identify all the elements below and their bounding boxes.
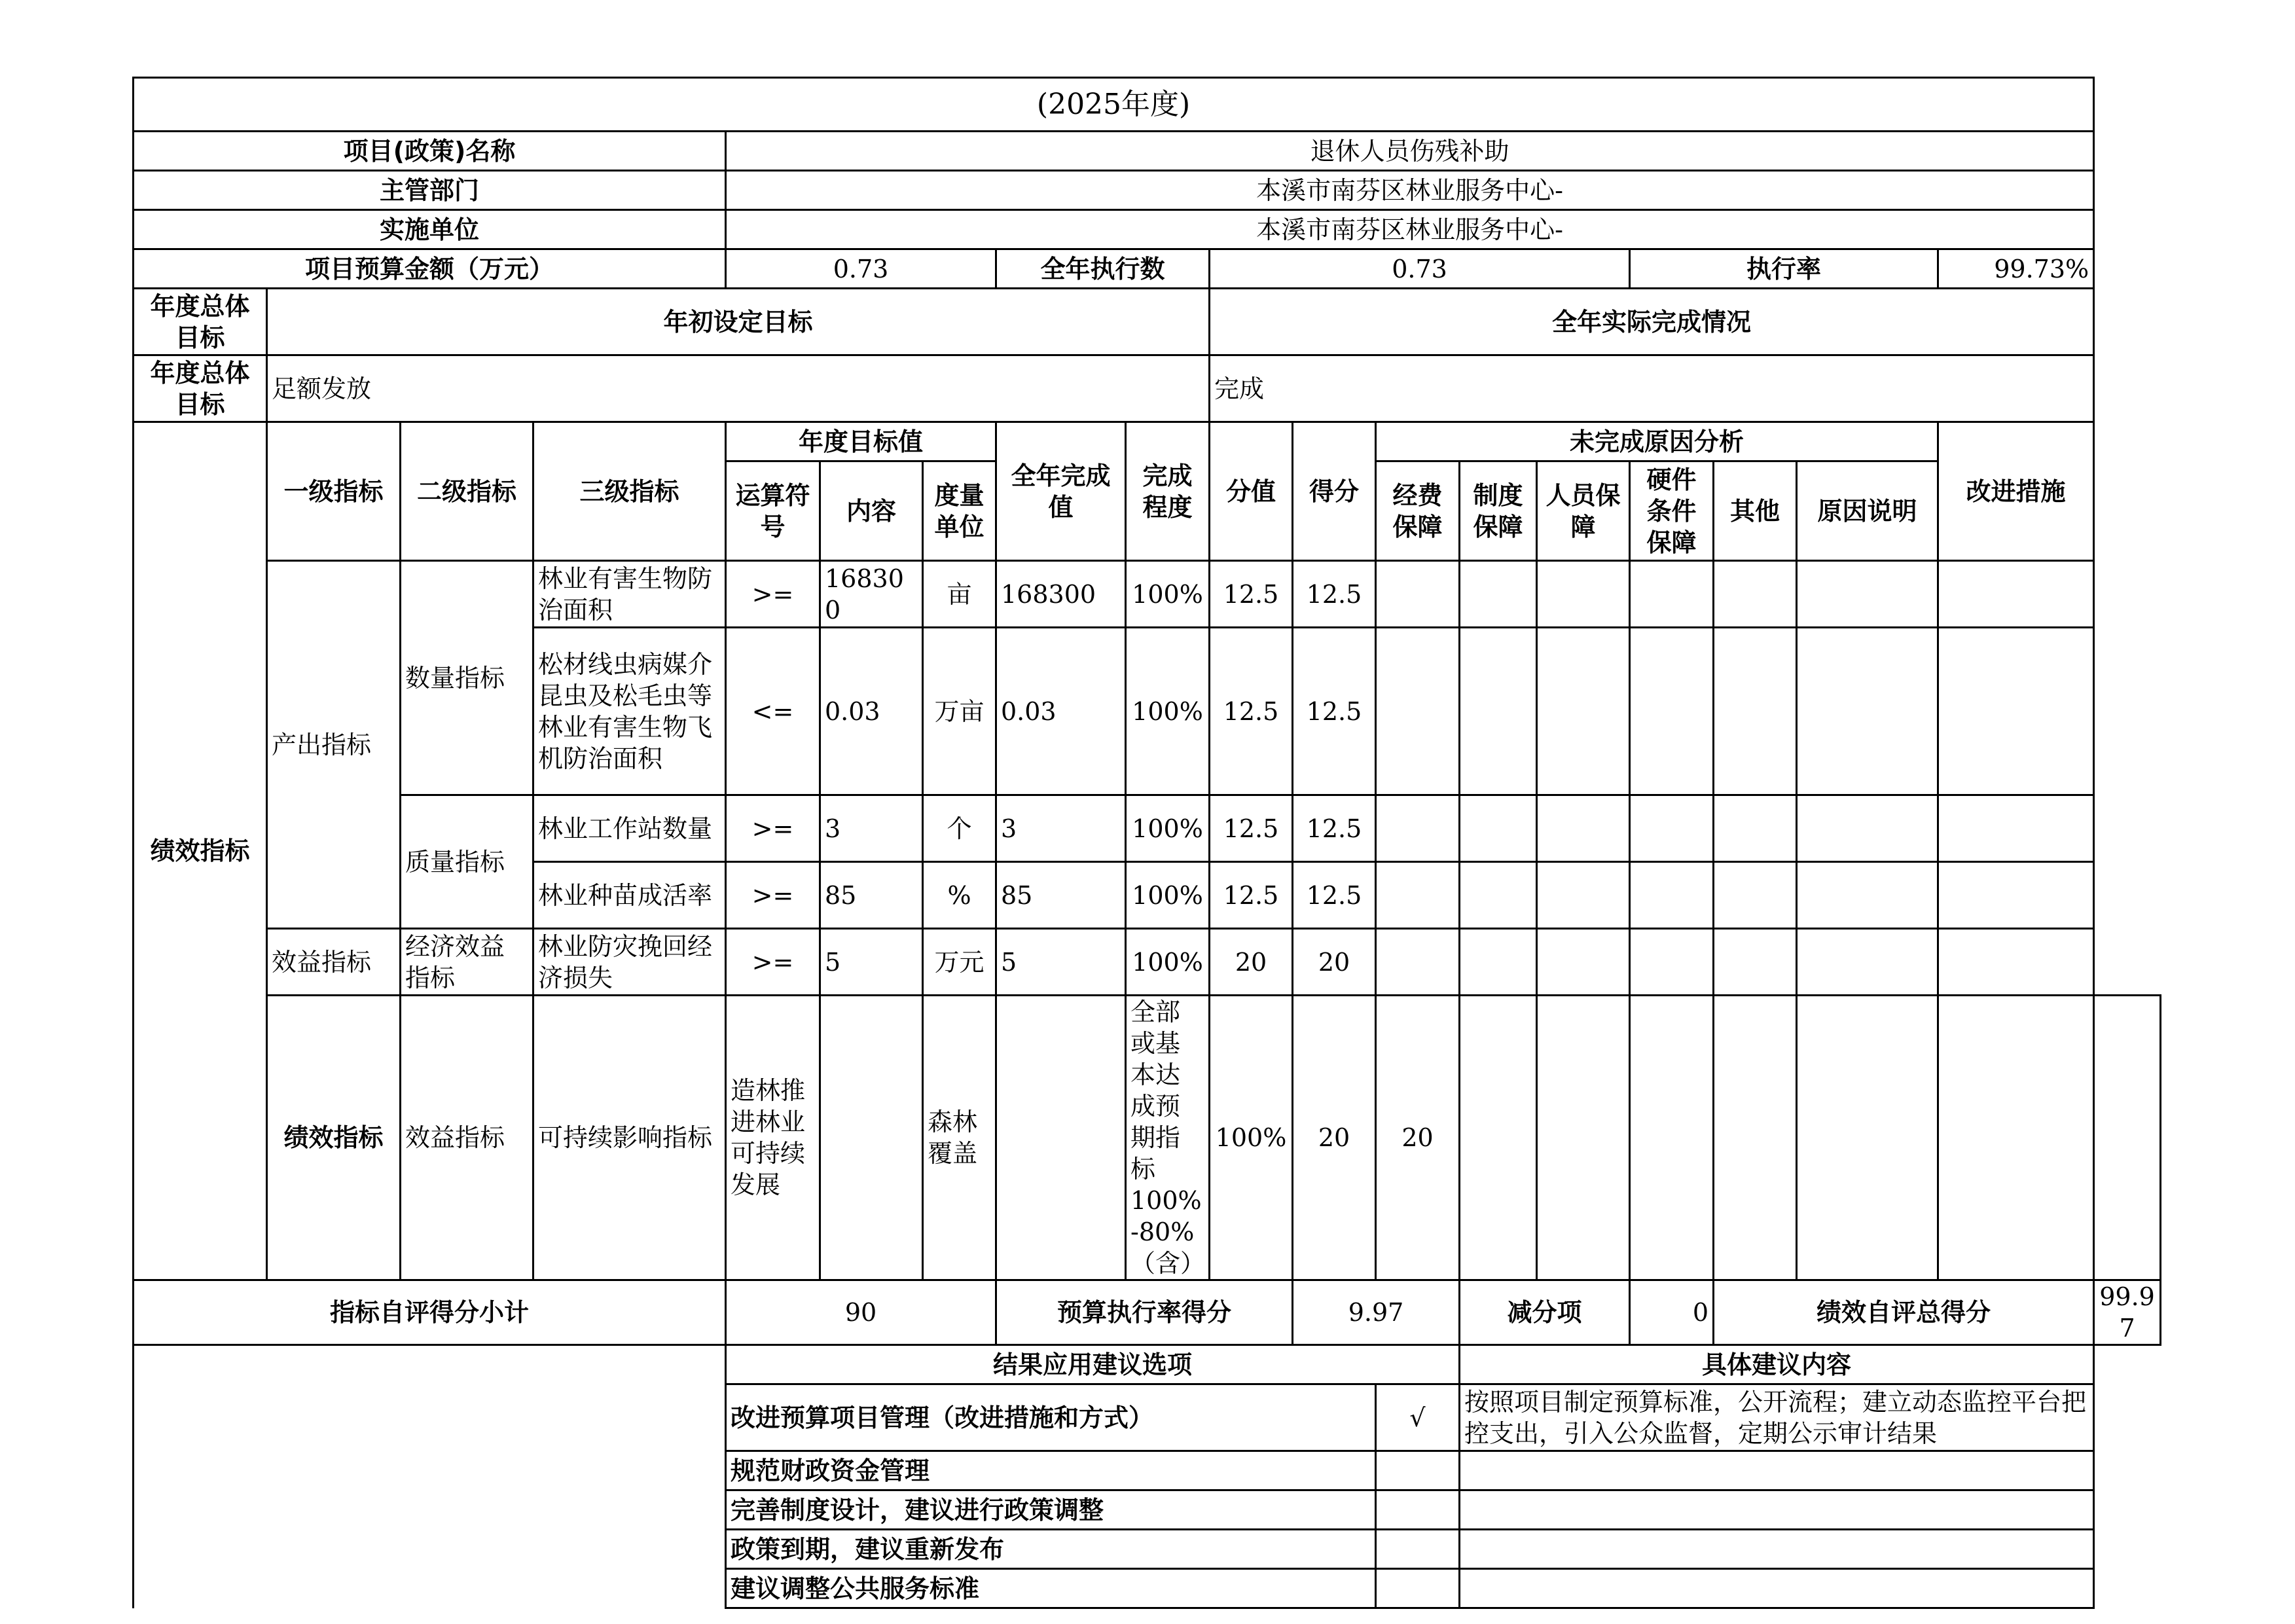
reason-cell: [1376, 628, 1460, 795]
indicator-target: 85: [820, 862, 923, 929]
indicator-actual: 168300: [996, 561, 1126, 628]
reason-other-header: 其他: [1714, 461, 1797, 561]
initial-target-value: 足额发放: [267, 355, 1210, 422]
execution-rate-value: 99.73%: [1938, 249, 2094, 289]
subtotal-value: 90: [726, 1280, 996, 1345]
indicator-unit: 个: [923, 795, 996, 862]
indicator-actual: 0.03: [996, 628, 1126, 795]
suggestion-content: [1460, 1490, 2094, 1530]
reason-cell: [1537, 929, 1630, 996]
subcategory-sustainability: 可持续影响指标: [533, 996, 726, 1280]
suggestion-option: 规范财政资金管理: [726, 1451, 1376, 1490]
evaluation-table: [132, 77, 2161, 1609]
content-header: 内容: [820, 461, 923, 561]
reason-cell: [1797, 628, 1938, 795]
project-name-label: 项目(政策)名称: [134, 132, 726, 171]
implementing-unit-label: 实施单位: [134, 210, 726, 249]
indicator-name: 松材线虫病媒介昆虫及松毛虫等林业有害生物飞机防治面积: [533, 628, 726, 795]
reason-cell: [1797, 929, 1938, 996]
reason-cell: [1714, 996, 1797, 1280]
indicator-actual: 3: [996, 795, 1126, 862]
indicator-got: 12.5: [1293, 795, 1376, 862]
reason-cell: [1630, 862, 1714, 929]
reason-cell: [1537, 795, 1630, 862]
annual-execution-label: 全年执行数: [996, 249, 1210, 289]
reason-staff-header: 人员保障: [1537, 461, 1630, 561]
indicator-target: 0.03: [820, 628, 923, 795]
indicator-unit: [996, 996, 1126, 1280]
suggestion-option: 建议调整公共服务标准: [726, 1569, 1376, 1608]
department-label: 主管部门: [134, 171, 726, 210]
level2-header: 二级指标: [401, 422, 533, 561]
reason-cell: [1797, 862, 1938, 929]
reason-cell: [1376, 929, 1460, 996]
indicator-operator: >=: [726, 561, 820, 628]
implementing-unit-value: 本溪市南芬区林业服务中心-: [726, 210, 2094, 249]
reason-cell: [1714, 862, 1797, 929]
reason-cell: [1797, 795, 1938, 862]
level1-header: 一级指标: [267, 422, 401, 561]
target-value-header: 年度目标值: [726, 422, 996, 461]
operator-header: 运算符号: [726, 461, 820, 561]
reason-cell: [1714, 628, 1797, 795]
indicator-got: 12.5: [1293, 628, 1376, 795]
indicator-unit: %: [923, 862, 996, 929]
reason-cell: [1714, 929, 1797, 996]
reason-explanation-header: 原因说明: [1797, 461, 1938, 561]
reason-system-header: 制度保障: [1460, 461, 1537, 561]
indicator-name: 造林推进林业可持续发展: [726, 996, 820, 1280]
indicator-degree: 100%: [1126, 628, 1210, 795]
indicator-got: 20: [1293, 929, 1376, 996]
subtotal-label: 指标自评得分小计: [134, 1280, 726, 1345]
improvement-cell: [1938, 929, 2094, 996]
suggestion-content: 按照项目制定预算标准，公开流程；建立动态监控平台把控支出，引入公众监督，定期公示审计结果: [1460, 1384, 2094, 1451]
reason-cell: [1460, 862, 1537, 929]
budget-score-value: 9.97: [1293, 1280, 1460, 1345]
indicator-operator: >=: [726, 929, 820, 996]
unfinished-reason-header: 未完成原因分析: [1376, 422, 1938, 461]
indicator-got: 12.5: [1293, 862, 1376, 929]
reason-funding-header: 经费保障: [1376, 461, 1460, 561]
performance-indicators-group-label: 绩效指标: [134, 422, 267, 1280]
indicator-target: 168300: [820, 561, 923, 628]
reason-hardware-header: 硬件条件保障: [1630, 461, 1714, 561]
indicator-name: 林业防灾挽回经济损失: [533, 929, 726, 996]
suggestion-side-blank: [134, 1345, 726, 1608]
reason-cell: [1797, 561, 1938, 628]
indicator-unit: 亩: [923, 561, 996, 628]
unit-header: 度量单位: [923, 461, 996, 561]
annual-execution-value: 0.73: [1210, 249, 1630, 289]
reason-cell: [1714, 561, 1797, 628]
indicator-actual: 全部或基本达成预期指标100%-80%（含）: [1126, 996, 1210, 1280]
indicator-name: 林业工作站数量: [533, 795, 726, 862]
reason-cell: [1376, 795, 1460, 862]
level3-header: 三级指标: [533, 422, 726, 561]
indicator-actual: 85: [996, 862, 1126, 929]
actual-completion-value: 完成: [1210, 355, 2094, 422]
indicator-operator: >=: [726, 862, 820, 929]
reason-cell: [1537, 561, 1630, 628]
improvement-cell: [2094, 996, 2161, 1280]
reason-cell: [1537, 996, 1630, 1280]
subcategory-quality: 质量指标: [401, 795, 533, 929]
reason-cell: [1376, 561, 1460, 628]
reason-cell: [1376, 862, 1460, 929]
suggestion-content-header: 具体建议内容: [1460, 1345, 2094, 1384]
actual-completion-header: 全年实际完成情况: [1210, 289, 2094, 355]
category-benefit: 效益指标: [267, 929, 401, 996]
suggestion-option: 完善制度设计，建议进行政策调整: [726, 1490, 1376, 1530]
budget-score-label: 预算执行率得分: [996, 1280, 1293, 1345]
suggestion-options-header: 结果应用建议选项: [726, 1345, 1460, 1384]
indicator-unit: 万元: [923, 929, 996, 996]
indicator-degree: 100%: [1126, 561, 1210, 628]
indicator-got: 12.5: [1293, 561, 1376, 628]
indicator-degree: 100%: [1126, 929, 1210, 996]
suggestion-checkmark: √: [1376, 1384, 1460, 1451]
score-obtained-header: 得分: [1293, 422, 1376, 561]
indicator-degree: 100%: [1126, 862, 1210, 929]
deduction-label: 减分项: [1460, 1280, 1630, 1345]
budget-label: 项目预算金额（万元）: [134, 249, 726, 289]
reason-cell: [1938, 996, 2094, 1280]
department-value: 本溪市南芬区林业服务中心-: [726, 171, 2094, 210]
reason-cell: [1630, 561, 1714, 628]
indicator-score: 20: [1210, 929, 1293, 996]
suggestion-option: 改进预算项目管理（改进措施和方式）: [726, 1384, 1376, 1451]
suggestion-checkmark: [1376, 1451, 1460, 1490]
execution-rate-label: 执行率: [1630, 249, 1938, 289]
reason-cell: [1630, 929, 1714, 996]
indicator-score: 12.5: [1210, 561, 1293, 628]
improvement-cell: [1938, 628, 2094, 795]
page-title: (2025年度): [134, 78, 2094, 132]
indicator-score: 12.5: [1210, 628, 1293, 795]
reason-cell: [1460, 795, 1537, 862]
deduction-value: 0: [1630, 1280, 1714, 1345]
reason-cell: [1460, 561, 1537, 628]
reason-cell: [1460, 929, 1537, 996]
suggestion-option: 政策到期，建议重新发布: [726, 1530, 1376, 1569]
indicator-operator: <=: [726, 628, 820, 795]
indicator-score: 20: [1293, 996, 1376, 1280]
reason-cell: [1714, 795, 1797, 862]
indicator-name: 林业有害生物防治面积: [533, 561, 726, 628]
reason-cell: [1460, 996, 1537, 1280]
indicator-degree: 100%: [1126, 795, 1210, 862]
performance-indicators-group-label-2: 绩效指标: [267, 996, 401, 1280]
improvement-cell: [1938, 561, 2094, 628]
indicator-target: 3: [820, 795, 923, 862]
indicator-target: 森林覆盖: [923, 996, 996, 1280]
reason-cell: [1797, 996, 1938, 1280]
category-output: 产出指标: [267, 561, 401, 929]
reason-cell: [1460, 628, 1537, 795]
indicator-actual: 5: [996, 929, 1126, 996]
indicator-name: 林业种苗成活率: [533, 862, 726, 929]
category-benefit: 效益指标: [401, 996, 533, 1280]
reason-cell: [1630, 996, 1714, 1280]
subcategory-quantity: 数量指标: [401, 561, 533, 795]
annual-goal-label: 年度总体目标: [134, 355, 267, 422]
improvement-header: 改进措施: [1938, 422, 2094, 561]
performance-self-evaluation-sheet: [132, 77, 2161, 1603]
improvement-cell: [1938, 795, 2094, 862]
improvement-cell: [1938, 862, 2094, 929]
score-weight-header: 分值: [1210, 422, 1293, 561]
suggestion-checkmark: [1376, 1569, 1460, 1608]
initial-target-header: 年初设定目标: [267, 289, 1210, 355]
budget-value: 0.73: [726, 249, 996, 289]
reason-cell: [1630, 795, 1714, 862]
indicator-operator: [820, 996, 923, 1280]
subcategory-economic: 经济效益指标: [401, 929, 533, 996]
completion-degree-header: 完成程度: [1126, 422, 1210, 561]
reason-cell: [1537, 862, 1630, 929]
indicator-unit: 万亩: [923, 628, 996, 795]
indicator-score: 12.5: [1210, 862, 1293, 929]
suggestion-content: [1460, 1451, 2094, 1490]
suggestion-checkmark: [1376, 1530, 1460, 1569]
actual-value-header: 全年完成值: [996, 422, 1126, 561]
total-score-value: 99.97: [2094, 1280, 2161, 1345]
indicator-got: 20: [1376, 996, 1460, 1280]
total-score-label: 绩效自评总得分: [1714, 1280, 2094, 1345]
suggestion-checkmark: [1376, 1490, 1460, 1530]
indicator-operator: >=: [726, 795, 820, 862]
suggestion-content: [1460, 1569, 2094, 1608]
indicator-score: 12.5: [1210, 795, 1293, 862]
indicator-target: 5: [820, 929, 923, 996]
reason-cell: [1630, 628, 1714, 795]
indicator-degree: 100%: [1210, 996, 1293, 1280]
suggestion-content: [1460, 1530, 2094, 1569]
project-name-value: 退休人员伤残补助: [726, 132, 2094, 171]
annual-goal-header-label: 年度总体目标: [134, 289, 267, 355]
reason-cell: [1537, 628, 1630, 795]
